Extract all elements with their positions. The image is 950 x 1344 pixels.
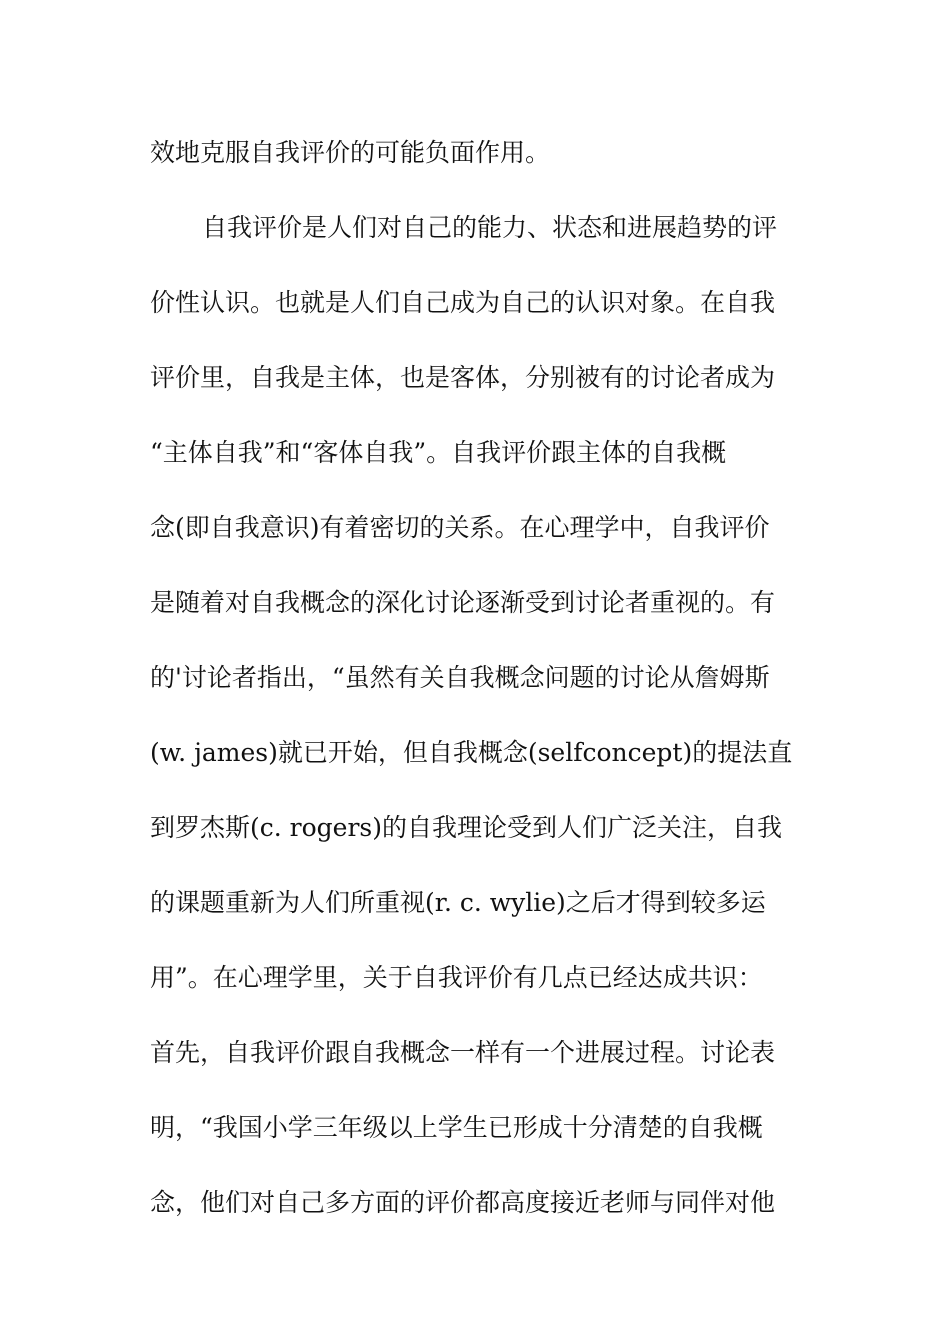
- text-line: “主体自我”和“客体自我”。自我评价跟主体的自我概: [150, 438, 727, 467]
- text-line: 念，他们对自己多方面的评价都高度接近老师与同伴对他: [150, 1188, 776, 1217]
- text-line: 评价里，自我是主体，也是客体，分别被有的讨论者成为: [150, 363, 776, 392]
- body-text: [150, 128, 810, 1253]
- paragraph-start-line: 自我评价是人们对自己的能力、状态和进展趋势的评: [202, 213, 778, 242]
- text-line: 的'讨论者指出，“虽然有关自我概念问题的讨论从詹姆斯: [150, 663, 770, 692]
- text-line: 首先，自我评价跟自我概念一样有一个进展过程。讨论表: [150, 1038, 776, 1067]
- text-line: 念(即自我意识)有着密切的关系。在心理学中，自我评价: [150, 513, 770, 542]
- text-line: 效地克服自我评价的可能负面作用。: [150, 138, 551, 167]
- text-line: 是随着对自我概念的深化讨论逐渐受到讨论者重视的。有: [150, 588, 776, 617]
- text-line: 价性认识。也就是人们自己成为自己的认识对象。在自我: [150, 288, 776, 317]
- text-line: (w. james)就已开始，但自我概念(selfconcept)的提法直: [150, 738, 793, 767]
- text-line: 到罗杰斯(c. rogers)的自我理论受到人们广泛关注，自我: [150, 813, 782, 842]
- text-line: 的课题重新为人们所重视(r. c. wylie)之后才得到较多运: [150, 888, 766, 917]
- text-line: 明，“我国小学三年级以上学生已形成十分清楚的自我概: [150, 1113, 763, 1142]
- text-line: 用”。在心理学里，关于自我评价有几点已经达成共识：: [150, 963, 763, 992]
